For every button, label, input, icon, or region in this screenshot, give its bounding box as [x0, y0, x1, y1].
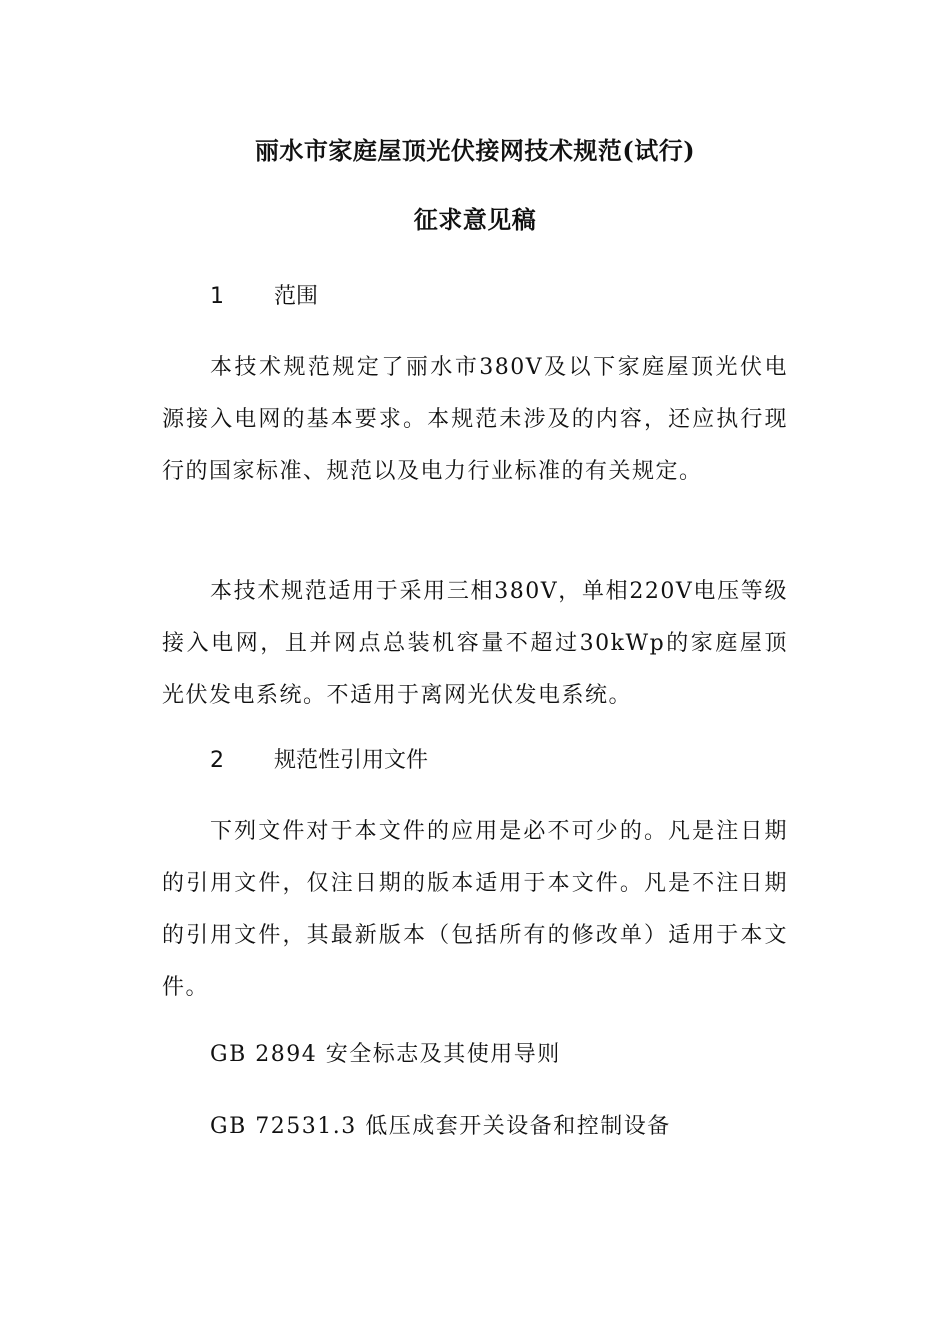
section-heading [210, 282, 318, 312]
paragraph: 下列文件对于本文件的应用是必不可少的。凡是注日期的引用文件，仅注日期的版本适用于本文件。凡是不注日期的引用文件，其最新版本（包括所有的修改单）适用于本文件。 [162, 819, 788, 1000]
reference-item: GB 2894 安全标志及其使用导则 [210, 1042, 561, 1067]
paragraph: 本技术规范规定了丽水市380V及以下家庭屋顶光伏电源接入电网的基本要求。本规范未涉及的内容，还应执行现行的国家标准、规范以及电力行业标准的有关规定。 [162, 355, 788, 484]
section-title: 范围 [274, 284, 319, 309]
document-subtitle: 征求意见稿 [413, 205, 537, 234]
section-heading [210, 746, 428, 776]
reference-item: GB 72531.3 低压成套开关设备和控制设备 [210, 1114, 671, 1139]
section-number: 2 [210, 748, 224, 773]
document-title: 丽水市家庭屋顶光伏接网技术规范(试行) [254, 136, 696, 165]
section-title: 规范性引用文件 [274, 748, 429, 773]
section-number: 1 [210, 284, 224, 309]
paragraph: 本技术规范适用于采用三相380V，单相220V电压等级接入电网，且并网点总装机容量不超过30kWp的家庭屋顶光伏发电系统。不适用于离网光伏发电系统。 [162, 579, 788, 708]
